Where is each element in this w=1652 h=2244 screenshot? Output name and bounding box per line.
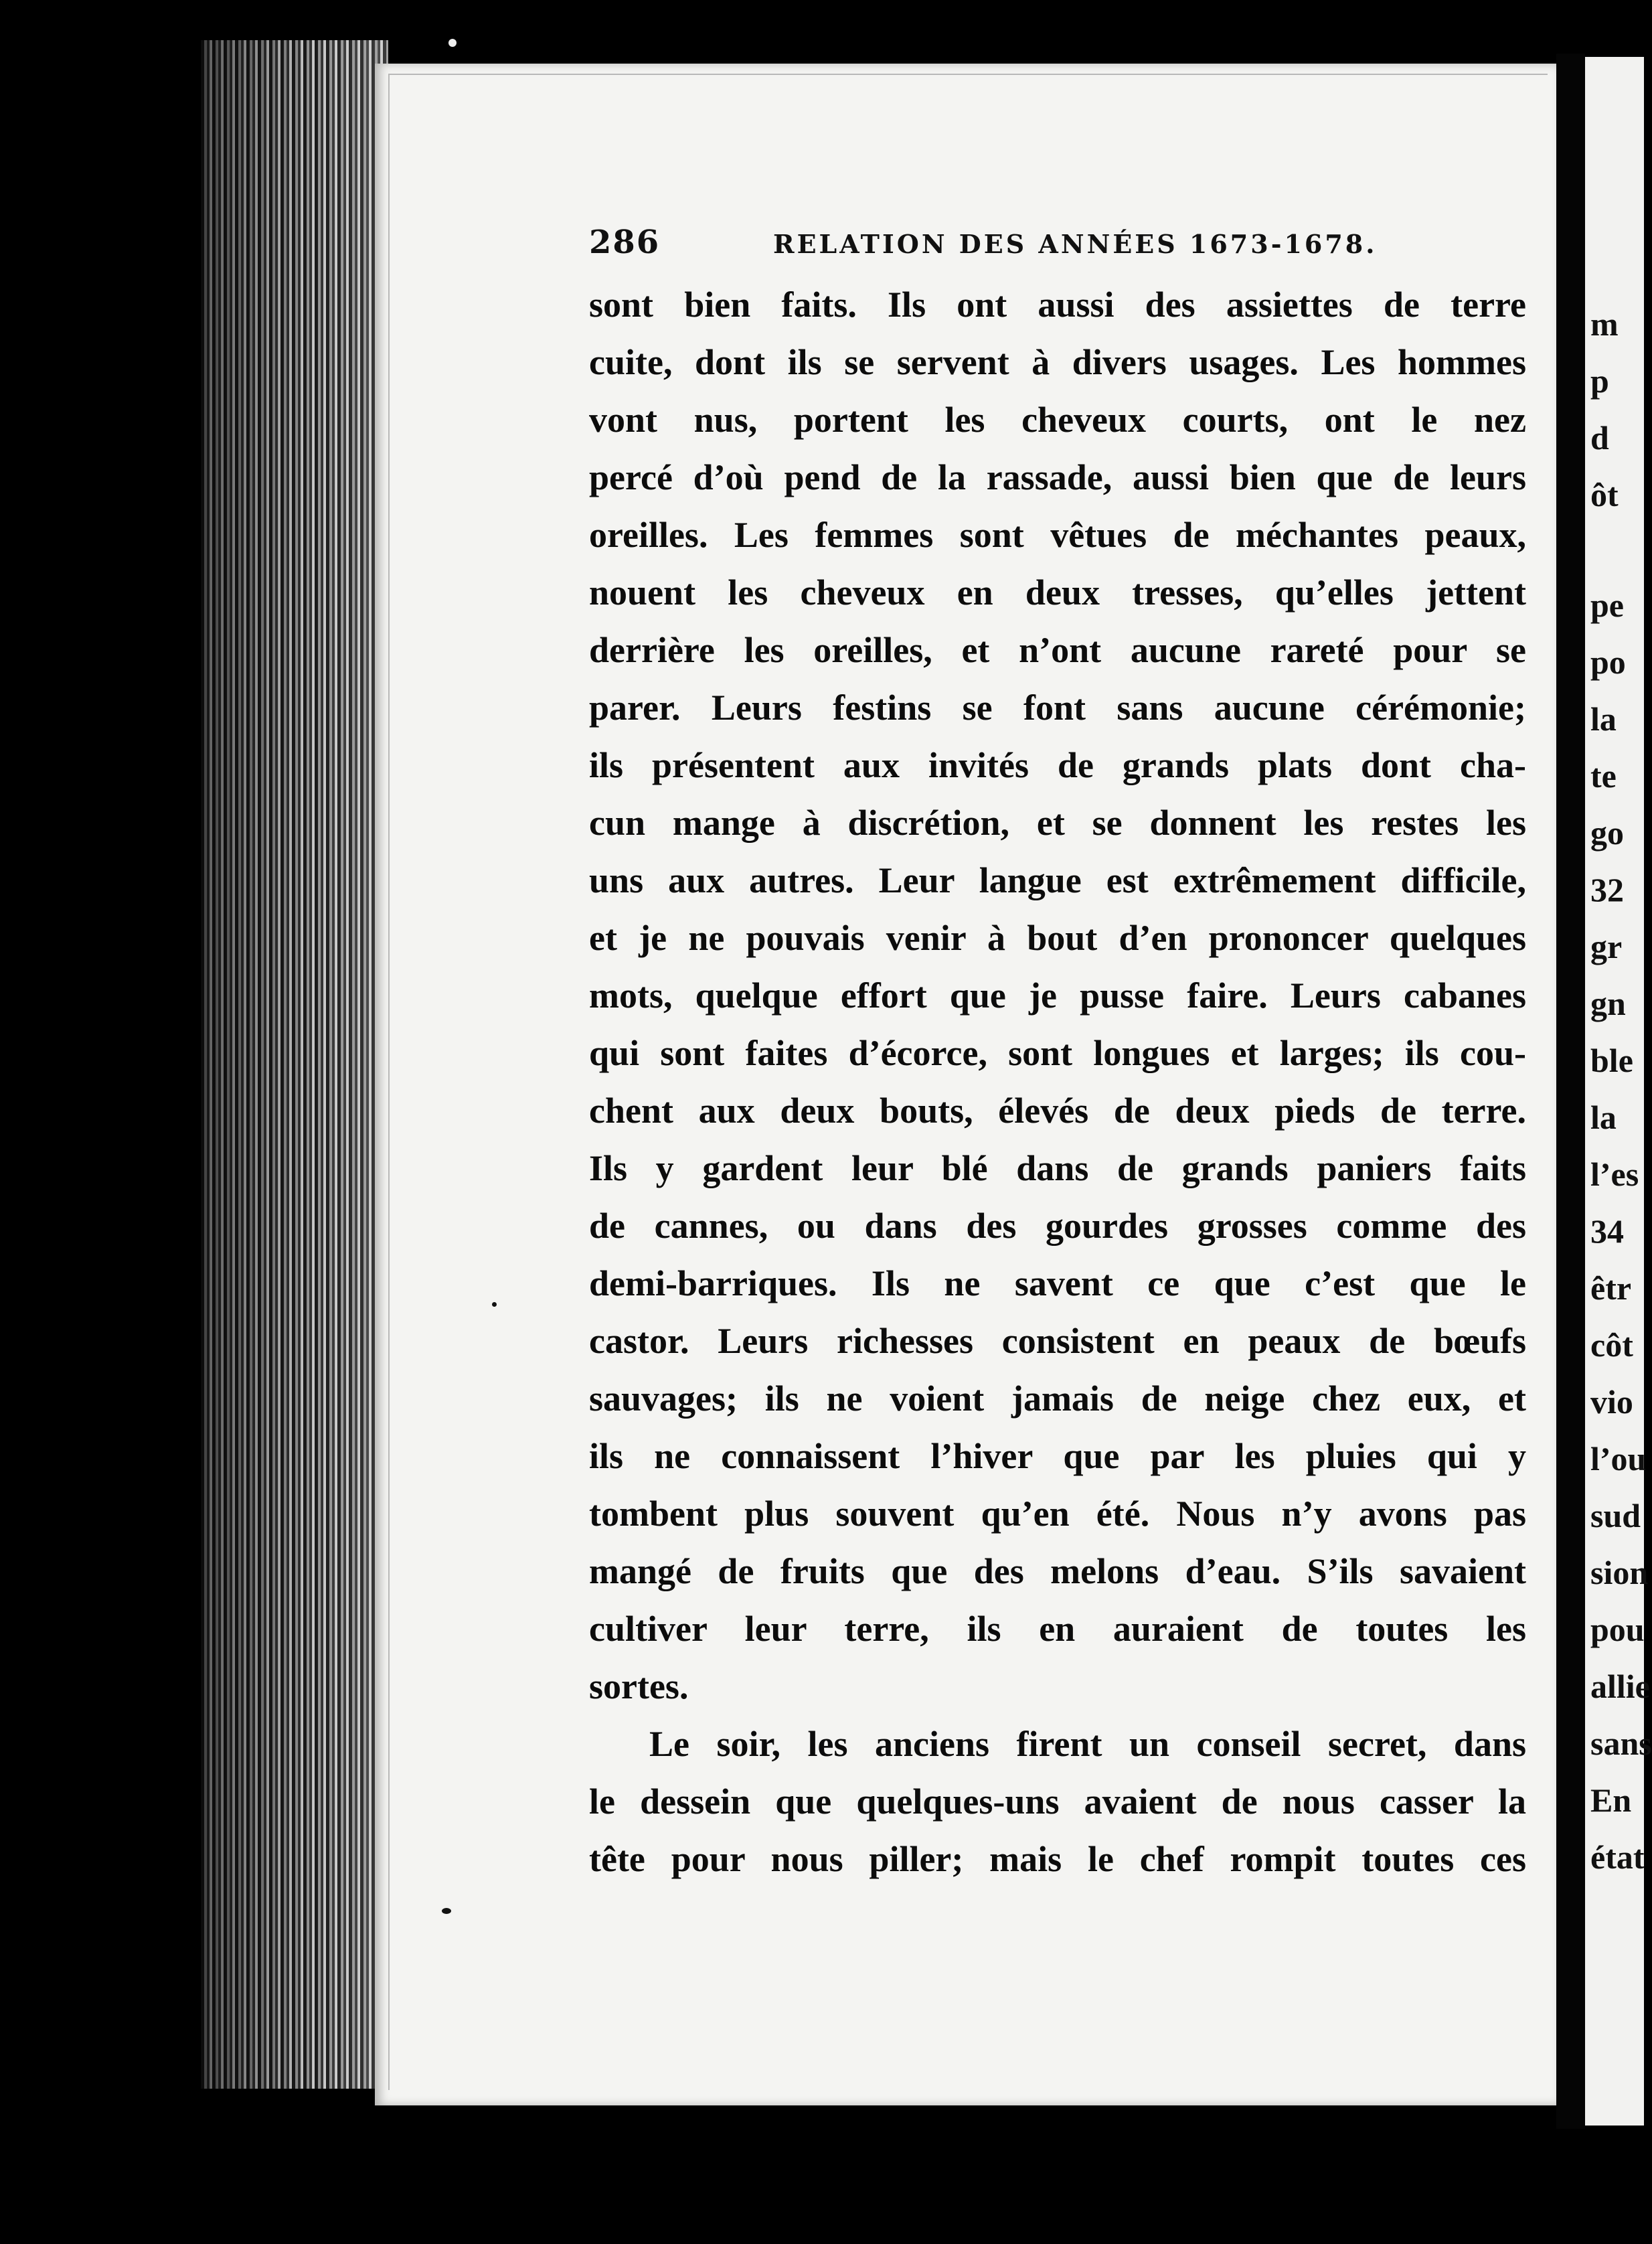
adjacent-page-fragment: po	[1590, 643, 1626, 681]
adjacent-page-fragment: p	[1590, 362, 1609, 400]
page-number: 286	[589, 224, 661, 261]
adjacent-page-fragment: 32	[1590, 871, 1624, 908]
text-line: tête pour nous piller; mais le chef rompit toutes ces	[589, 1839, 1526, 1879]
text-line-paragraph-start: Le soir, les anciens firent un conseil secret, dans	[649, 1724, 1526, 1764]
adjacent-page-fragment: état	[1590, 1838, 1645, 1876]
text-line: tombent plus souvent qu’en été. Nous n’y avons pas	[589, 1494, 1526, 1534]
text-line: mangé de fruits que des melons d’eau. S’ils savaient	[589, 1551, 1526, 1591]
text-line: nouent les cheveux en deux tresses, qu’elles jettent	[589, 572, 1526, 613]
scan-background	[0, 2129, 1644, 2244]
adjacent-page-fragment: m	[1590, 305, 1619, 343]
text-line: oreilles. Les femmes sont vêtues de méchantes peaux,	[589, 515, 1526, 555]
text-line: derrière les oreilles, et n’ont aucune rareté pour se	[589, 630, 1526, 670]
adjacent-page-fragment: En	[1590, 1781, 1632, 1819]
adjacent-page-fragment: sud	[1590, 1497, 1641, 1534]
text-line: castor. Leurs richesses consistent en peaux de bœufs	[589, 1321, 1526, 1361]
page-edge-shadow	[201, 40, 388, 2089]
adjacent-page-fragment: gn	[1590, 985, 1626, 1022]
text-line: ils ne connaissent l’hiver que par les pluies qui y	[589, 1436, 1526, 1476]
running-head: RELATION DES ANNÉES 1673-1678.	[773, 229, 1378, 259]
gutter-gap	[1556, 54, 1585, 2136]
adjacent-page-fragment: la	[1590, 700, 1617, 738]
adjacent-page-fragment: vio	[1590, 1383, 1633, 1421]
adjacent-page-fragment: l’es	[1590, 1155, 1639, 1193]
adjacent-page-fragment: la	[1590, 1099, 1617, 1136]
adjacent-page-fragment: sans	[1590, 1725, 1652, 1762]
text-line: le dessein que quelques-uns avaient de nous casser la	[589, 1781, 1526, 1822]
text-line: mots, quelque effort que je pusse faire. Leurs cabanes	[589, 975, 1526, 1016]
text-line: uns aux autres. Leur langue est extrêmement difficile,	[589, 860, 1526, 900]
text-line-paragraph-end: sortes.	[589, 1666, 689, 1706]
adjacent-page-fragment: go	[1590, 814, 1624, 852]
adjacent-page-fragment: pou	[1590, 1611, 1645, 1648]
page-header	[589, 214, 1513, 268]
adjacent-page-fragment: côt	[1590, 1326, 1633, 1364]
dust-speck	[448, 39, 457, 47]
text-line: sont bien faits. Ils ont aussi des assiettes de terre	[589, 285, 1526, 325]
adjacent-page-sliver	[1585, 57, 1652, 2126]
text-line: percé d’où pend de la rassade, aussi bien que de leurs	[589, 457, 1526, 497]
adjacent-page-fragment: gr	[1590, 928, 1623, 965]
adjacent-page-fragment: l’ou	[1590, 1440, 1647, 1477]
text-line: sauvages; ils ne voient jamais de neige chez eux, et	[589, 1378, 1526, 1419]
page-body-text	[589, 276, 1526, 1888]
adjacent-page-fragment: pe	[1590, 586, 1624, 624]
text-line: cultiver leur terre, ils en auraient de toutes les	[589, 1609, 1526, 1649]
text-line: parer. Leurs festins se font sans aucune cérémonie;	[589, 688, 1526, 728]
text-line: ils présentent aux invités de grands plats dont cha-	[589, 745, 1526, 785]
text-line: Ils y gardent leur blé dans de grands paniers faits	[589, 1148, 1526, 1188]
adjacent-page-fragment: êtr	[1590, 1269, 1632, 1307]
adjacent-page-fragment: 34	[1590, 1212, 1624, 1250]
text-line: chent aux deux bouts, élevés de deux pieds de terre.	[589, 1091, 1526, 1131]
ink-speck	[492, 1302, 497, 1307]
text-line: vont nus, portent les cheveux courts, ont le nez	[589, 400, 1526, 440]
ink-speck	[442, 1908, 451, 1914]
adjacent-page-fragment: te	[1590, 757, 1617, 795]
text-line: de cannes, ou dans des gourdes grosses comme des	[589, 1206, 1526, 1246]
adjacent-page-fragment: ble	[1590, 1042, 1633, 1079]
adjacent-page-fragment: allie	[1590, 1668, 1650, 1705]
adjacent-page-fragment: ôt	[1590, 476, 1619, 513]
adjacent-page-fragment: d	[1590, 419, 1609, 457]
text-line: qui sont faites d’écorce, sont longues et larges; ils cou-	[589, 1033, 1526, 1073]
text-line: cuite, dont ils se servent à divers usages. Les hommes	[589, 342, 1526, 382]
text-line: demi-barriques. Ils ne savent ce que c’est que le	[589, 1263, 1526, 1303]
adjacent-page-fragment: sion	[1590, 1554, 1649, 1591]
text-line: et je ne pouvais venir à bout d’en prononcer quelques	[589, 918, 1526, 958]
text-line: cun mange à discrétion, et se donnent les restes les	[589, 803, 1526, 843]
